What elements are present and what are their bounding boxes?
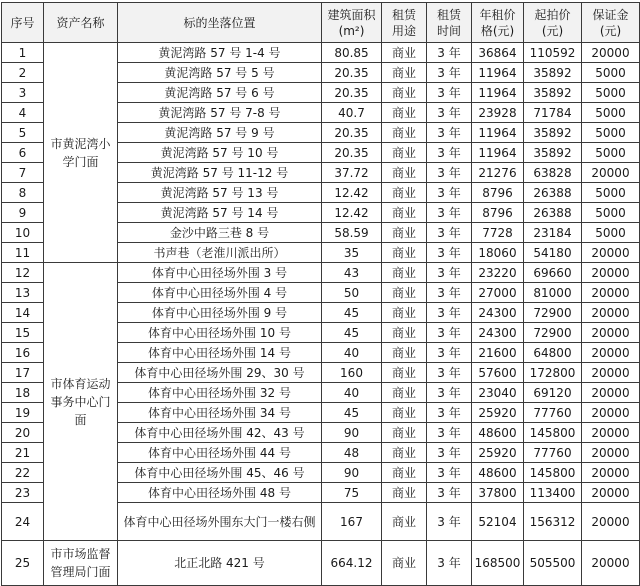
cell-start-price: 81000 <box>524 283 582 303</box>
cell-rent: 7728 <box>472 223 524 243</box>
cell-seq: 9 <box>2 203 44 223</box>
cell-area: 37.72 <box>322 163 382 183</box>
cell-deposit: 20000 <box>582 403 640 423</box>
cell-location: 体育中心田径场外围 29、30 号 <box>118 363 322 383</box>
cell-rent: 168500 <box>472 541 524 586</box>
cell-seq: 7 <box>2 163 44 183</box>
cell-location: 体育中心田径场外围 45、46 号 <box>118 463 322 483</box>
cell-start-price: 72900 <box>524 323 582 343</box>
cell-deposit: 5000 <box>582 103 640 123</box>
cell-deposit: 20000 <box>582 323 640 343</box>
table-row <box>2 541 640 586</box>
cell-area: 48 <box>322 443 382 463</box>
cell-deposit: 20000 <box>582 503 640 541</box>
cell-term: 3 年 <box>427 283 472 303</box>
cell-rent: 57600 <box>472 363 524 383</box>
cell-location: 体育中心田径场外围 44 号 <box>118 443 322 463</box>
cell-start-price: 72900 <box>524 303 582 323</box>
header-use: 租赁 用途 <box>382 3 427 43</box>
cell-area: 12.42 <box>322 203 382 223</box>
cell-location: 黄泥湾路 57 号 13 号 <box>118 183 322 203</box>
cell-area: 160 <box>322 363 382 383</box>
cell-use: 商业 <box>382 83 427 103</box>
cell-use: 商业 <box>382 283 427 303</box>
cell-area: 40 <box>322 383 382 403</box>
cell-location: 体育中心田径场外围 9 号 <box>118 303 322 323</box>
cell-area: 40.7 <box>322 103 382 123</box>
cell-area: 40 <box>322 343 382 363</box>
cell-term: 3 年 <box>427 123 472 143</box>
cell-term: 3 年 <box>427 143 472 163</box>
header-rent: 年租价 格(元) <box>472 3 524 43</box>
cell-start-price: 69660 <box>524 263 582 283</box>
cell-location: 体育中心田径场外围 10 号 <box>118 323 322 343</box>
cell-term: 3 年 <box>427 503 472 541</box>
cell-area: 167 <box>322 503 382 541</box>
cell-use: 商业 <box>382 303 427 323</box>
cell-area: 50 <box>322 283 382 303</box>
cell-rent: 27000 <box>472 283 524 303</box>
cell-start-price: 26388 <box>524 183 582 203</box>
cell-seq: 22 <box>2 463 44 483</box>
cell-area: 20.35 <box>322 143 382 163</box>
cell-location: 体育中心田径场外围 42、43 号 <box>118 423 322 443</box>
header-start-price: 起拍价 (元) <box>524 3 582 43</box>
cell-term: 3 年 <box>427 223 472 243</box>
cell-rent: 11964 <box>472 63 524 83</box>
cell-term: 3 年 <box>427 423 472 443</box>
cell-deposit: 5000 <box>582 143 640 163</box>
cell-term: 3 年 <box>427 541 472 586</box>
cell-term: 3 年 <box>427 183 472 203</box>
cell-term: 3 年 <box>427 103 472 123</box>
cell-start-price: 54180 <box>524 243 582 263</box>
cell-area: 45 <box>322 323 382 343</box>
cell-deposit: 20000 <box>582 43 640 63</box>
cell-deposit: 20000 <box>582 163 640 183</box>
cell-use: 商业 <box>382 403 427 423</box>
cell-rent: 24300 <box>472 303 524 323</box>
cell-rent: 36864 <box>472 43 524 63</box>
cell-term: 3 年 <box>427 243 472 263</box>
cell-rent: 11964 <box>472 83 524 103</box>
cell-deposit: 5000 <box>582 183 640 203</box>
cell-seq: 21 <box>2 443 44 463</box>
cell-location: 金沙中路三巷 8 号 <box>118 223 322 243</box>
cell-rent: 24300 <box>472 323 524 343</box>
cell-start-price: 26388 <box>524 203 582 223</box>
cell-start-price: 35892 <box>524 123 582 143</box>
cell-start-price: 63828 <box>524 163 582 183</box>
cell-area: 45 <box>322 403 382 423</box>
cell-term: 3 年 <box>427 63 472 83</box>
cell-start-price: 505500 <box>524 541 582 586</box>
cell-rent: 37800 <box>472 483 524 503</box>
table-body <box>2 43 640 586</box>
cell-start-price: 69120 <box>524 383 582 403</box>
cell-asset-name: 市黄泥湾小学门面 <box>44 43 118 263</box>
cell-term: 3 年 <box>427 483 472 503</box>
cell-asset-name: 市体育运动事务中心门面 <box>44 263 118 541</box>
cell-area: 90 <box>322 423 382 443</box>
cell-area: 58.59 <box>322 223 382 243</box>
cell-seq: 15 <box>2 323 44 343</box>
cell-term: 3 年 <box>427 83 472 103</box>
cell-term: 3 年 <box>427 443 472 463</box>
header-row <box>2 3 640 43</box>
cell-area: 45 <box>322 303 382 323</box>
cell-rent: 11964 <box>472 123 524 143</box>
cell-start-price: 172800 <box>524 363 582 383</box>
cell-seq: 20 <box>2 423 44 443</box>
cell-area: 35 <box>322 243 382 263</box>
cell-start-price: 23184 <box>524 223 582 243</box>
table-row <box>2 263 640 283</box>
header-term: 租赁 时间 <box>427 3 472 43</box>
cell-deposit: 20000 <box>582 243 640 263</box>
cell-term: 3 年 <box>427 203 472 223</box>
cell-location: 黄泥湾路 57 号 10 号 <box>118 143 322 163</box>
cell-area: 80.85 <box>322 43 382 63</box>
cell-start-price: 145800 <box>524 463 582 483</box>
cell-seq: 8 <box>2 183 44 203</box>
cell-seq: 14 <box>2 303 44 323</box>
cell-use: 商业 <box>382 423 427 443</box>
cell-location: 黄泥湾路 57 号 11-12 号 <box>118 163 322 183</box>
cell-asset-name: 市市场监督管理局门面 <box>44 541 118 586</box>
cell-use: 商业 <box>382 503 427 541</box>
cell-area: 75 <box>322 483 382 503</box>
cell-start-price: 77760 <box>524 403 582 423</box>
cell-use: 商业 <box>382 103 427 123</box>
cell-seq: 25 <box>2 541 44 586</box>
cell-seq: 3 <box>2 83 44 103</box>
cell-rent: 11964 <box>472 143 524 163</box>
cell-area: 90 <box>322 463 382 483</box>
cell-use: 商业 <box>382 383 427 403</box>
cell-area: 664.12 <box>322 541 382 586</box>
cell-deposit: 5000 <box>582 63 640 83</box>
cell-start-price: 35892 <box>524 63 582 83</box>
cell-location: 黄泥湾路 57 号 14 号 <box>118 203 322 223</box>
cell-deposit: 20000 <box>582 363 640 383</box>
cell-start-price: 113400 <box>524 483 582 503</box>
cell-deposit: 20000 <box>582 303 640 323</box>
cell-start-price: 145800 <box>524 423 582 443</box>
cell-location: 体育中心田径场外围 4 号 <box>118 283 322 303</box>
cell-term: 3 年 <box>427 463 472 483</box>
cell-seq: 11 <box>2 243 44 263</box>
cell-use: 商业 <box>382 163 427 183</box>
table-row <box>2 43 640 63</box>
cell-start-price: 110592 <box>524 43 582 63</box>
cell-location: 体育中心田径场外围 14 号 <box>118 343 322 363</box>
cell-term: 3 年 <box>427 363 472 383</box>
cell-location: 体育中心田径场外围 3 号 <box>118 263 322 283</box>
cell-seq: 13 <box>2 283 44 303</box>
cell-rent: 23928 <box>472 103 524 123</box>
cell-seq: 17 <box>2 363 44 383</box>
cell-seq: 12 <box>2 263 44 283</box>
cell-rent: 8796 <box>472 203 524 223</box>
cell-use: 商业 <box>382 203 427 223</box>
cell-start-price: 64800 <box>524 343 582 363</box>
cell-rent: 25920 <box>472 403 524 423</box>
cell-use: 商业 <box>382 343 427 363</box>
cell-start-price: 35892 <box>524 83 582 103</box>
cell-seq: 23 <box>2 483 44 503</box>
cell-deposit: 20000 <box>582 423 640 443</box>
cell-rent: 21276 <box>472 163 524 183</box>
cell-area: 20.35 <box>322 123 382 143</box>
cell-use: 商业 <box>382 63 427 83</box>
cell-use: 商业 <box>382 143 427 163</box>
cell-use: 商业 <box>382 541 427 586</box>
cell-rent: 25920 <box>472 443 524 463</box>
cell-area: 43 <box>322 263 382 283</box>
cell-location: 黄泥湾路 57 号 9 号 <box>118 123 322 143</box>
cell-location: 黄泥湾路 57 号 5 号 <box>118 63 322 83</box>
cell-rent: 8796 <box>472 183 524 203</box>
cell-area: 20.35 <box>322 83 382 103</box>
cell-term: 3 年 <box>427 163 472 183</box>
cell-use: 商业 <box>382 263 427 283</box>
cell-term: 3 年 <box>427 323 472 343</box>
cell-seq: 4 <box>2 103 44 123</box>
cell-rent: 48600 <box>472 463 524 483</box>
cell-term: 3 年 <box>427 303 472 323</box>
cell-use: 商业 <box>382 123 427 143</box>
cell-deposit: 20000 <box>582 263 640 283</box>
cell-seq: 24 <box>2 503 44 541</box>
cell-use: 商业 <box>382 463 427 483</box>
cell-use: 商业 <box>382 223 427 243</box>
cell-deposit: 20000 <box>582 541 640 586</box>
cell-deposit: 5000 <box>582 123 640 143</box>
cell-term: 3 年 <box>427 403 472 423</box>
cell-rent: 23040 <box>472 383 524 403</box>
cell-area: 12.42 <box>322 183 382 203</box>
cell-term: 3 年 <box>427 43 472 63</box>
cell-deposit: 20000 <box>582 483 640 503</box>
lease-table <box>1 2 640 586</box>
cell-seq: 16 <box>2 343 44 363</box>
cell-use: 商业 <box>382 43 427 63</box>
cell-rent: 52104 <box>472 503 524 541</box>
cell-deposit: 20000 <box>582 443 640 463</box>
cell-seq: 19 <box>2 403 44 423</box>
cell-deposit: 5000 <box>582 203 640 223</box>
cell-deposit: 5000 <box>582 83 640 103</box>
cell-use: 商业 <box>382 323 427 343</box>
cell-use: 商业 <box>382 483 427 503</box>
cell-rent: 48600 <box>472 423 524 443</box>
cell-rent: 21600 <box>472 343 524 363</box>
cell-use: 商业 <box>382 443 427 463</box>
header-area: 建筑面积 (m²) <box>322 3 382 43</box>
cell-location: 体育中心田径场外围 48 号 <box>118 483 322 503</box>
cell-term: 3 年 <box>427 263 472 283</box>
lease-table-container <box>1 2 640 586</box>
cell-location: 书声巷（老淮川派出所） <box>118 243 322 263</box>
cell-seq: 5 <box>2 123 44 143</box>
cell-deposit: 20000 <box>582 283 640 303</box>
cell-location: 黄泥湾路 57 号 6 号 <box>118 83 322 103</box>
cell-location: 北正北路 421 号 <box>118 541 322 586</box>
cell-start-price: 71784 <box>524 103 582 123</box>
cell-seq: 18 <box>2 383 44 403</box>
cell-term: 3 年 <box>427 343 472 363</box>
cell-area: 20.35 <box>322 63 382 83</box>
header-seq: 序号 <box>2 3 44 43</box>
cell-deposit: 20000 <box>582 463 640 483</box>
cell-seq: 6 <box>2 143 44 163</box>
cell-use: 商业 <box>382 363 427 383</box>
cell-seq: 1 <box>2 43 44 63</box>
cell-deposit: 20000 <box>582 383 640 403</box>
header-asset: 资产名称 <box>44 3 118 43</box>
header-deposit: 保证金 (元) <box>582 3 640 43</box>
cell-location: 体育中心田径场外围 34 号 <box>118 403 322 423</box>
cell-use: 商业 <box>382 183 427 203</box>
cell-location: 体育中心田径场外围 32 号 <box>118 383 322 403</box>
cell-rent: 23220 <box>472 263 524 283</box>
cell-location: 黄泥湾路 57 号 7-8 号 <box>118 103 322 123</box>
cell-start-price: 77760 <box>524 443 582 463</box>
cell-start-price: 35892 <box>524 143 582 163</box>
cell-use: 商业 <box>382 243 427 263</box>
cell-start-price: 156312 <box>524 503 582 541</box>
cell-term: 3 年 <box>427 383 472 403</box>
cell-location: 黄泥湾路 57 号 1-4 号 <box>118 43 322 63</box>
cell-seq: 2 <box>2 63 44 83</box>
cell-deposit: 20000 <box>582 343 640 363</box>
cell-rent: 18060 <box>472 243 524 263</box>
header-location: 标的坐落位置 <box>118 3 322 43</box>
cell-deposit: 5000 <box>582 223 640 243</box>
cell-seq: 10 <box>2 223 44 243</box>
cell-location: 体育中心田径场外围东大门一楼右侧 <box>118 503 322 541</box>
